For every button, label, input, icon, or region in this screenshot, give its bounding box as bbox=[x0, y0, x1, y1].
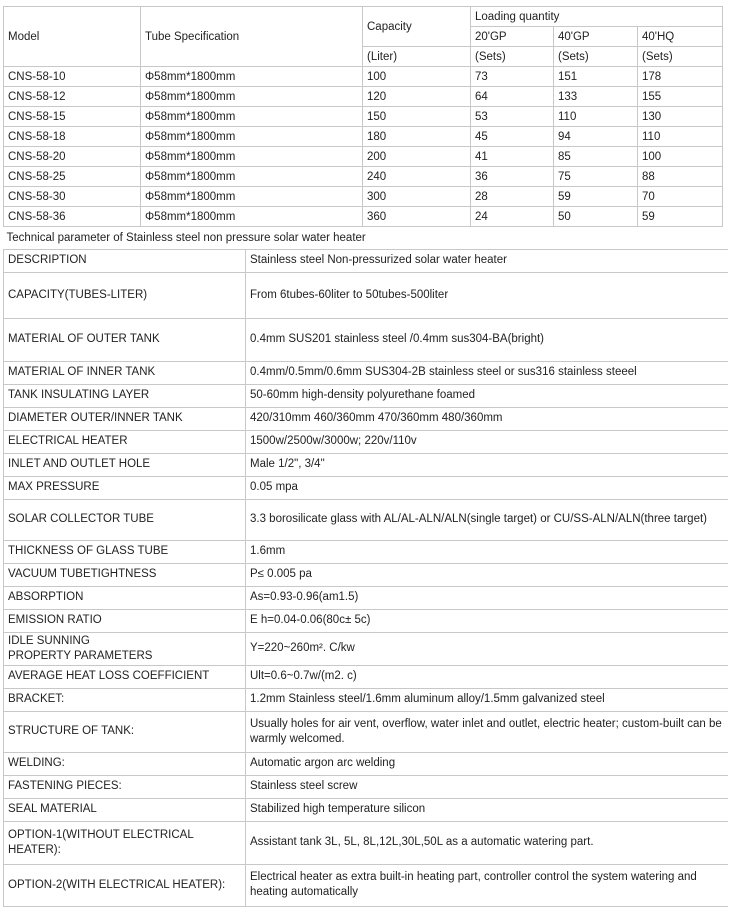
specification-table bbox=[3, 6, 723, 227]
gp20-cell: 73 bbox=[471, 67, 554, 87]
header-20gp: 20'GP bbox=[471, 27, 554, 47]
parameter-row bbox=[4, 632, 728, 665]
gp20-cell: 28 bbox=[471, 187, 554, 207]
parameter-label: MAX PRESSURE bbox=[4, 476, 246, 499]
parameter-row bbox=[4, 272, 728, 318]
gp20-cell: 64 bbox=[471, 87, 554, 107]
parameter-value: Usually holes for air vent, overflow, water inlet and outlet, electric heater; custom-built can be warmly welcomed. bbox=[246, 711, 728, 752]
parameter-label: WELDING: bbox=[4, 752, 246, 775]
parameter-label: STRUCTURE OF TANK: bbox=[4, 711, 246, 752]
tube-spec-cell: Φ58mm*1800mm bbox=[141, 147, 363, 167]
parameter-row bbox=[4, 540, 728, 563]
gp40-cell: 151 bbox=[554, 67, 638, 87]
spec-row bbox=[4, 127, 723, 147]
hq40-cell: 100 bbox=[638, 147, 723, 167]
model-cell: CNS-58-30 bbox=[4, 187, 141, 207]
header-model: Model bbox=[4, 7, 141, 67]
capacity-cell: 120 bbox=[363, 87, 471, 107]
parameter-row bbox=[4, 798, 728, 821]
parameter-label: ELECTRICAL HEATER bbox=[4, 430, 246, 453]
parameter-row bbox=[4, 609, 728, 632]
parameter-value: P≤ 0.005 pa bbox=[246, 563, 728, 586]
parameter-value: 0.05 mpa bbox=[246, 476, 728, 499]
parameter-table-caption: Technical parameter of Stainless steel non pressure solar water heater bbox=[4, 229, 728, 249]
parameter-row bbox=[4, 430, 728, 453]
parameter-row bbox=[4, 407, 728, 430]
parameter-row bbox=[4, 361, 728, 384]
spec-row bbox=[4, 207, 723, 227]
parameter-label: EMISSION RATIO bbox=[4, 609, 246, 632]
hq40-cell: 59 bbox=[638, 207, 723, 227]
parameter-label: OPTION-2(WITH ELECTRICAL HEATER): bbox=[4, 864, 246, 906]
parameter-label: VACUUM TUBETIGHTNESS bbox=[4, 563, 246, 586]
parameter-label: THICKNESS OF GLASS TUBE bbox=[4, 540, 246, 563]
parameter-value: E h=0.04-0.06(80c± 5c) bbox=[246, 609, 728, 632]
gp20-cell: 53 bbox=[471, 107, 554, 127]
header-capacity-unit: (Liter) bbox=[363, 47, 471, 67]
capacity-cell: 100 bbox=[363, 67, 471, 87]
header-sets-40gp: (Sets) bbox=[554, 47, 638, 67]
tube-spec-cell: Φ58mm*1800mm bbox=[141, 127, 363, 147]
parameter-value: Y=220~260m². C/kw bbox=[246, 632, 728, 665]
gp40-cell: 94 bbox=[554, 127, 638, 147]
parameter-row bbox=[4, 384, 728, 407]
spec-row bbox=[4, 187, 723, 207]
header-sets-40hq: (Sets) bbox=[638, 47, 723, 67]
header-loading-quantity: Loading quantity bbox=[471, 7, 723, 27]
hq40-cell: 155 bbox=[638, 87, 723, 107]
parameter-label: DIAMETER OUTER/INNER TANK bbox=[4, 407, 246, 430]
tube-spec-cell: Φ58mm*1800mm bbox=[141, 187, 363, 207]
parameter-row bbox=[4, 318, 728, 361]
model-cell: CNS-58-15 bbox=[4, 107, 141, 127]
tube-spec-cell: Φ58mm*1800mm bbox=[141, 107, 363, 127]
capacity-cell: 240 bbox=[363, 167, 471, 187]
parameter-value: 1.2mm Stainless steel/1.6mm aluminum alloy/1.5mm galvanized steel bbox=[246, 688, 728, 711]
spec-row bbox=[4, 147, 723, 167]
parameter-value: Electrical heater as extra built-in heating part, controller control the system watering and heating automatically bbox=[246, 864, 728, 906]
spec-row bbox=[4, 87, 723, 107]
parameter-value: 1.6mm bbox=[246, 540, 728, 563]
capacity-cell: 150 bbox=[363, 107, 471, 127]
parameter-label: MATERIAL OF OUTER TANK bbox=[4, 318, 246, 361]
parameter-label: MATERIAL OF INNER TANK bbox=[4, 361, 246, 384]
gp20-cell: 36 bbox=[471, 167, 554, 187]
header-capacity: Capacity bbox=[363, 7, 471, 47]
gp40-cell: 50 bbox=[554, 207, 638, 227]
model-cell: CNS-58-20 bbox=[4, 147, 141, 167]
parameter-row bbox=[4, 864, 728, 906]
parameter-row bbox=[4, 563, 728, 586]
capacity-cell: 360 bbox=[363, 207, 471, 227]
gp20-cell: 24 bbox=[471, 207, 554, 227]
technical-parameter-table bbox=[3, 229, 728, 907]
model-cell: CNS-58-36 bbox=[4, 207, 141, 227]
model-cell: CNS-58-25 bbox=[4, 167, 141, 187]
capacity-cell: 300 bbox=[363, 187, 471, 207]
parameter-label: SEAL MATERIAL bbox=[4, 798, 246, 821]
spec-row bbox=[4, 167, 723, 187]
tube-spec-cell: Φ58mm*1800mm bbox=[141, 67, 363, 87]
parameter-value: Male 1/2", 3/4" bbox=[246, 453, 728, 476]
parameter-value: Stainless steel Non-pressurized solar water heater bbox=[246, 249, 728, 272]
gp20-cell: 41 bbox=[471, 147, 554, 167]
spec-row bbox=[4, 107, 723, 127]
hq40-cell: 88 bbox=[638, 167, 723, 187]
gp40-cell: 59 bbox=[554, 187, 638, 207]
gp40-cell: 75 bbox=[554, 167, 638, 187]
parameter-value: 0.4mm SUS201 stainless steel /0.4mm sus304-BA(bright) bbox=[246, 318, 728, 361]
parameter-label: OPTION-1(WITHOUT ELECTRICAL HEATER): bbox=[4, 821, 246, 864]
hq40-cell: 70 bbox=[638, 187, 723, 207]
hq40-cell: 110 bbox=[638, 127, 723, 147]
parameter-value: Ult=0.6~0.7w/(m2. c) bbox=[246, 665, 728, 688]
gp40-cell: 85 bbox=[554, 147, 638, 167]
gp40-cell: 110 bbox=[554, 107, 638, 127]
parameter-label: IDLE SUNNING PROPERTY PARAMETERS bbox=[4, 632, 246, 665]
gp40-cell: 133 bbox=[554, 87, 638, 107]
parameter-value: 3.3 borosilicate glass with AL/AL-ALN/ALN(single target) or CU/SS-ALN/ALN(three target) bbox=[246, 499, 728, 540]
parameter-value: 1500w/2500w/3000w; 220v/110v bbox=[246, 430, 728, 453]
hq40-cell: 130 bbox=[638, 107, 723, 127]
parameter-label: BRACKET: bbox=[4, 688, 246, 711]
spec-row bbox=[4, 67, 723, 87]
tube-spec-cell: Φ58mm*1800mm bbox=[141, 207, 363, 227]
parameter-value: 50-60mm high-density polyurethane foamed bbox=[246, 384, 728, 407]
header-tube-spec: Tube Specification bbox=[141, 7, 363, 67]
header-40hq: 40'HQ bbox=[638, 27, 723, 47]
parameter-row bbox=[4, 665, 728, 688]
tube-spec-cell: Φ58mm*1800mm bbox=[141, 167, 363, 187]
parameter-value: 420/310mm 460/360mm 470/360mm 480/360mm bbox=[246, 407, 728, 430]
parameter-row bbox=[4, 821, 728, 864]
model-cell: CNS-58-12 bbox=[4, 87, 141, 107]
header-40gp: 40'GP bbox=[554, 27, 638, 47]
parameter-row bbox=[4, 711, 728, 752]
parameter-row bbox=[4, 453, 728, 476]
parameter-label: SOLAR COLLECTOR TUBE bbox=[4, 499, 246, 540]
parameter-label: FASTENING PIECES: bbox=[4, 775, 246, 798]
parameter-label: TANK INSULATING LAYER bbox=[4, 384, 246, 407]
parameter-value: From 6tubes-60liter to 50tubes-500liter bbox=[246, 272, 728, 318]
parameter-value: As=0.93-0.96(am1.5) bbox=[246, 586, 728, 609]
model-cell: CNS-58-10 bbox=[4, 67, 141, 87]
parameter-value: 0.4mm/0.5mm/0.6mm SUS304-2B stainless steel or sus316 stainless steeel bbox=[246, 361, 728, 384]
capacity-cell: 200 bbox=[363, 147, 471, 167]
parameter-value: Automatic argon arc welding bbox=[246, 752, 728, 775]
header-sets-20gp: (Sets) bbox=[471, 47, 554, 67]
tube-spec-cell: Φ58mm*1800mm bbox=[141, 87, 363, 107]
parameter-row bbox=[4, 476, 728, 499]
parameter-label: DESCRIPTION bbox=[4, 249, 246, 272]
parameter-label: ABSORPTION bbox=[4, 586, 246, 609]
parameter-value: Stabilized high temperature silicon bbox=[246, 798, 728, 821]
parameter-value: Stainless steel screw bbox=[246, 775, 728, 798]
parameter-row bbox=[4, 249, 728, 272]
capacity-cell: 180 bbox=[363, 127, 471, 147]
parameter-row bbox=[4, 688, 728, 711]
parameter-label: INLET AND OUTLET HOLE bbox=[4, 453, 246, 476]
parameter-label: CAPACITY(TUBES-LITER) bbox=[4, 272, 246, 318]
gp20-cell: 45 bbox=[471, 127, 554, 147]
parameter-label: AVERAGE HEAT LOSS COEFFICIENT bbox=[4, 665, 246, 688]
parameter-value: Assistant tank 3L, 5L, 8L,12L,30L,50L as a automatic watering part. bbox=[246, 821, 728, 864]
model-cell: CNS-58-18 bbox=[4, 127, 141, 147]
parameter-row bbox=[4, 775, 728, 798]
hq40-cell: 178 bbox=[638, 67, 723, 87]
parameter-row bbox=[4, 499, 728, 540]
parameter-row bbox=[4, 586, 728, 609]
parameter-row bbox=[4, 752, 728, 775]
